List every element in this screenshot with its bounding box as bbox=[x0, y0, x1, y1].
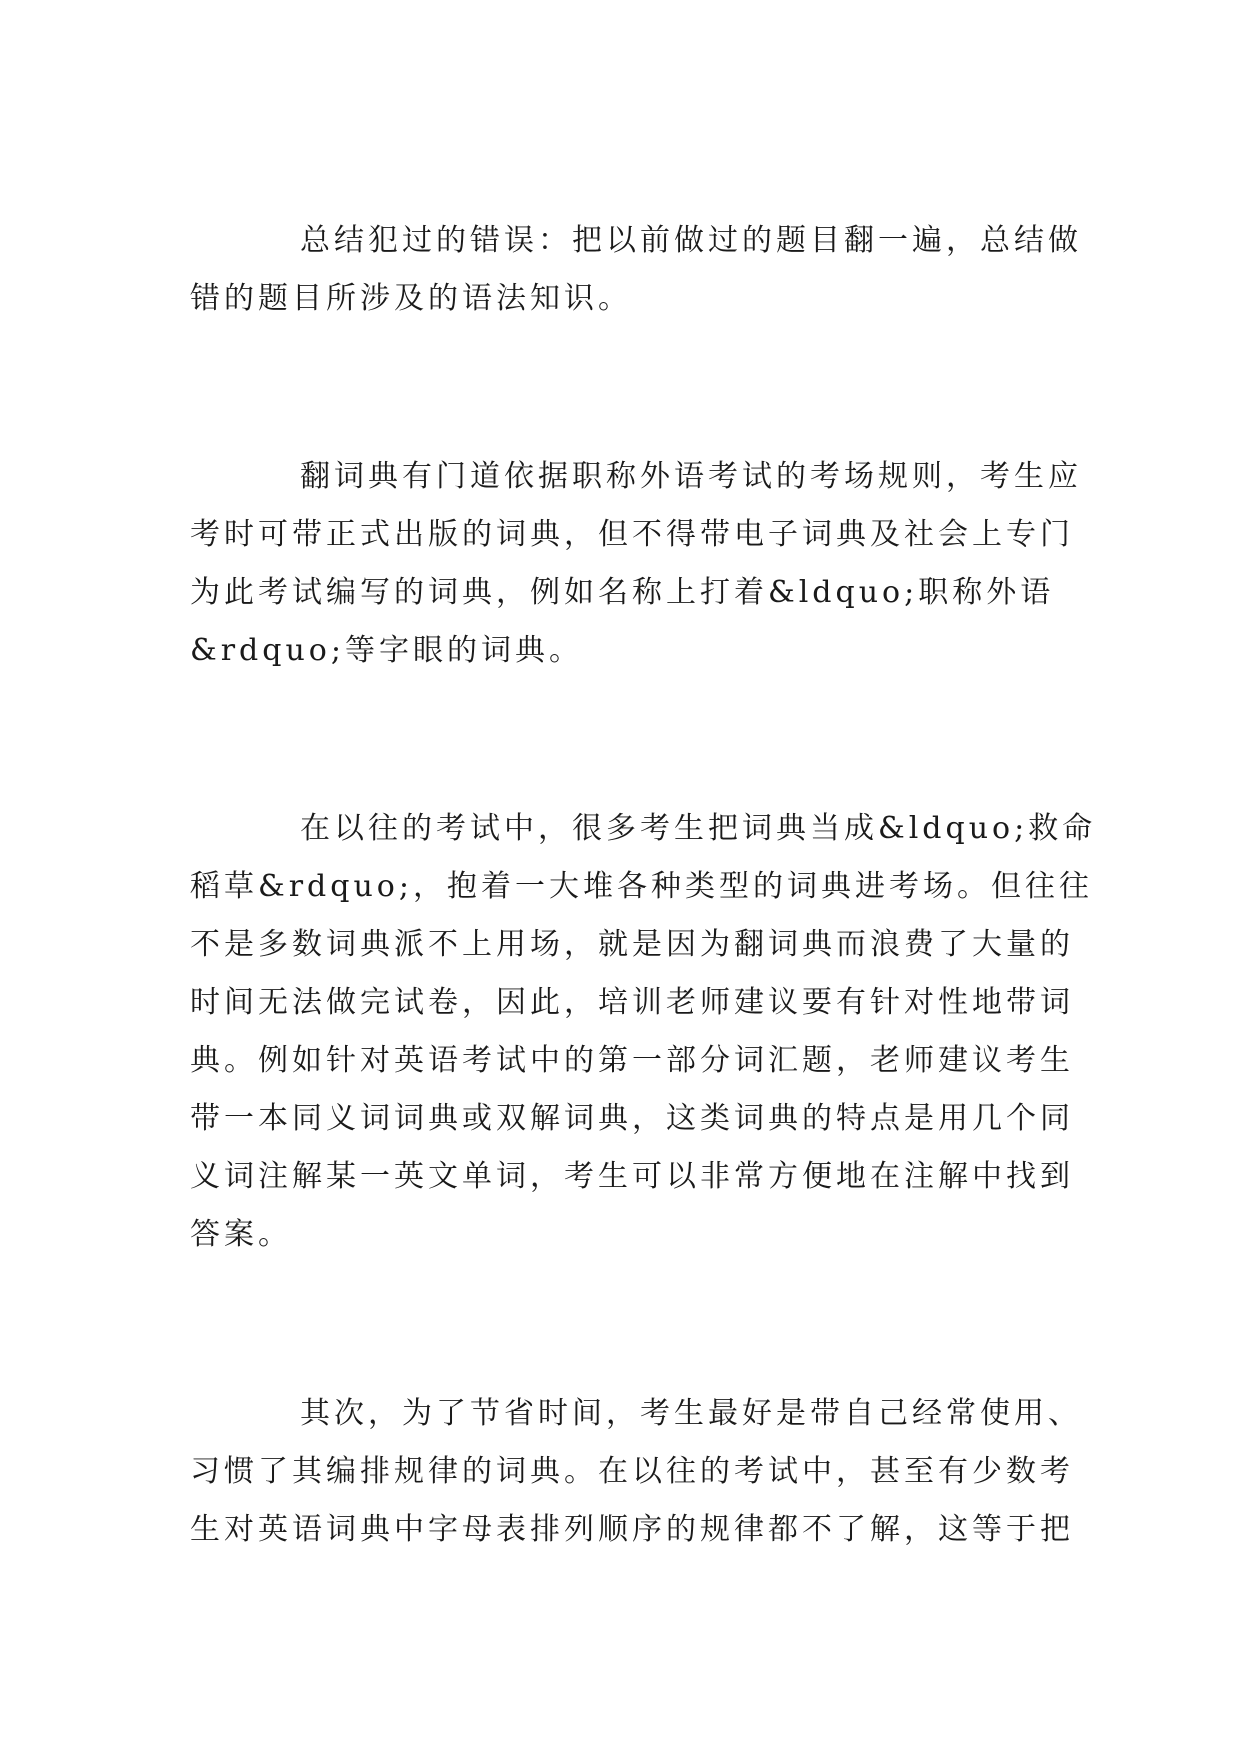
paragraph-save-time bbox=[190, 1385, 1082, 1559]
paragraph-line: 习惯了其编排规律的词典。在以往的考试中，甚至有少数考 bbox=[190, 1454, 1074, 1489]
paragraph-line: 其次，为了节省时间，考生最好是带自己经常使用、 bbox=[300, 1396, 1082, 1431]
paragraph-dictionary-rules bbox=[190, 448, 1082, 680]
paragraph-line: 带一本同义词词典或双解词典，这类词典的特点是用几个同 bbox=[190, 1101, 1074, 1136]
paragraph-line: 不是多数词典派不上用场，就是因为翻词典而浪费了大量的 bbox=[190, 927, 1074, 962]
paragraph-summarize-mistakes bbox=[190, 212, 1082, 328]
paragraph-line: 翻词典有门道依据职称外语考试的考场规则，考生应 bbox=[300, 459, 1082, 494]
paragraph-targeted-dictionary bbox=[190, 800, 1097, 1264]
paragraph-line: 在以往的考试中，很多考生把词典当成&ldquo;救命 bbox=[300, 811, 1097, 846]
paragraph-line: 考时可带正式出版的词典，但不得带电子词典及社会上专门 bbox=[190, 517, 1074, 552]
paragraph-line: &rdquo;等字眼的词典。 bbox=[190, 633, 583, 668]
paragraph-line: 典。例如针对英语考试中的第一部分词汇题，老师建议考生 bbox=[190, 1043, 1074, 1078]
paragraph-line: 为此考试编写的词典，例如名称上打着&ldquo;职称外语 bbox=[190, 575, 1055, 610]
paragraph-line: 答案。 bbox=[190, 1217, 292, 1252]
paragraph-line: 时间无法做完试卷，因此，培训老师建议要有针对性地带词 bbox=[190, 985, 1074, 1020]
paragraph-line: 生对英语词典中字母表排列顺序的规律都不了解，这等于把 bbox=[190, 1512, 1074, 1547]
paragraph-line: 总结犯过的错误：把以前做过的题目翻一遍，总结做 bbox=[300, 223, 1082, 258]
paragraph-line: 稻草&rdquo;，抱着一大堆各种类型的词典进考场。但往往 bbox=[190, 869, 1093, 904]
paragraph-line: 错的题目所涉及的语法知识。 bbox=[190, 281, 632, 316]
paragraph-line: 义词注解某一英文单词，考生可以非常方便地在注解中找到 bbox=[190, 1159, 1074, 1194]
